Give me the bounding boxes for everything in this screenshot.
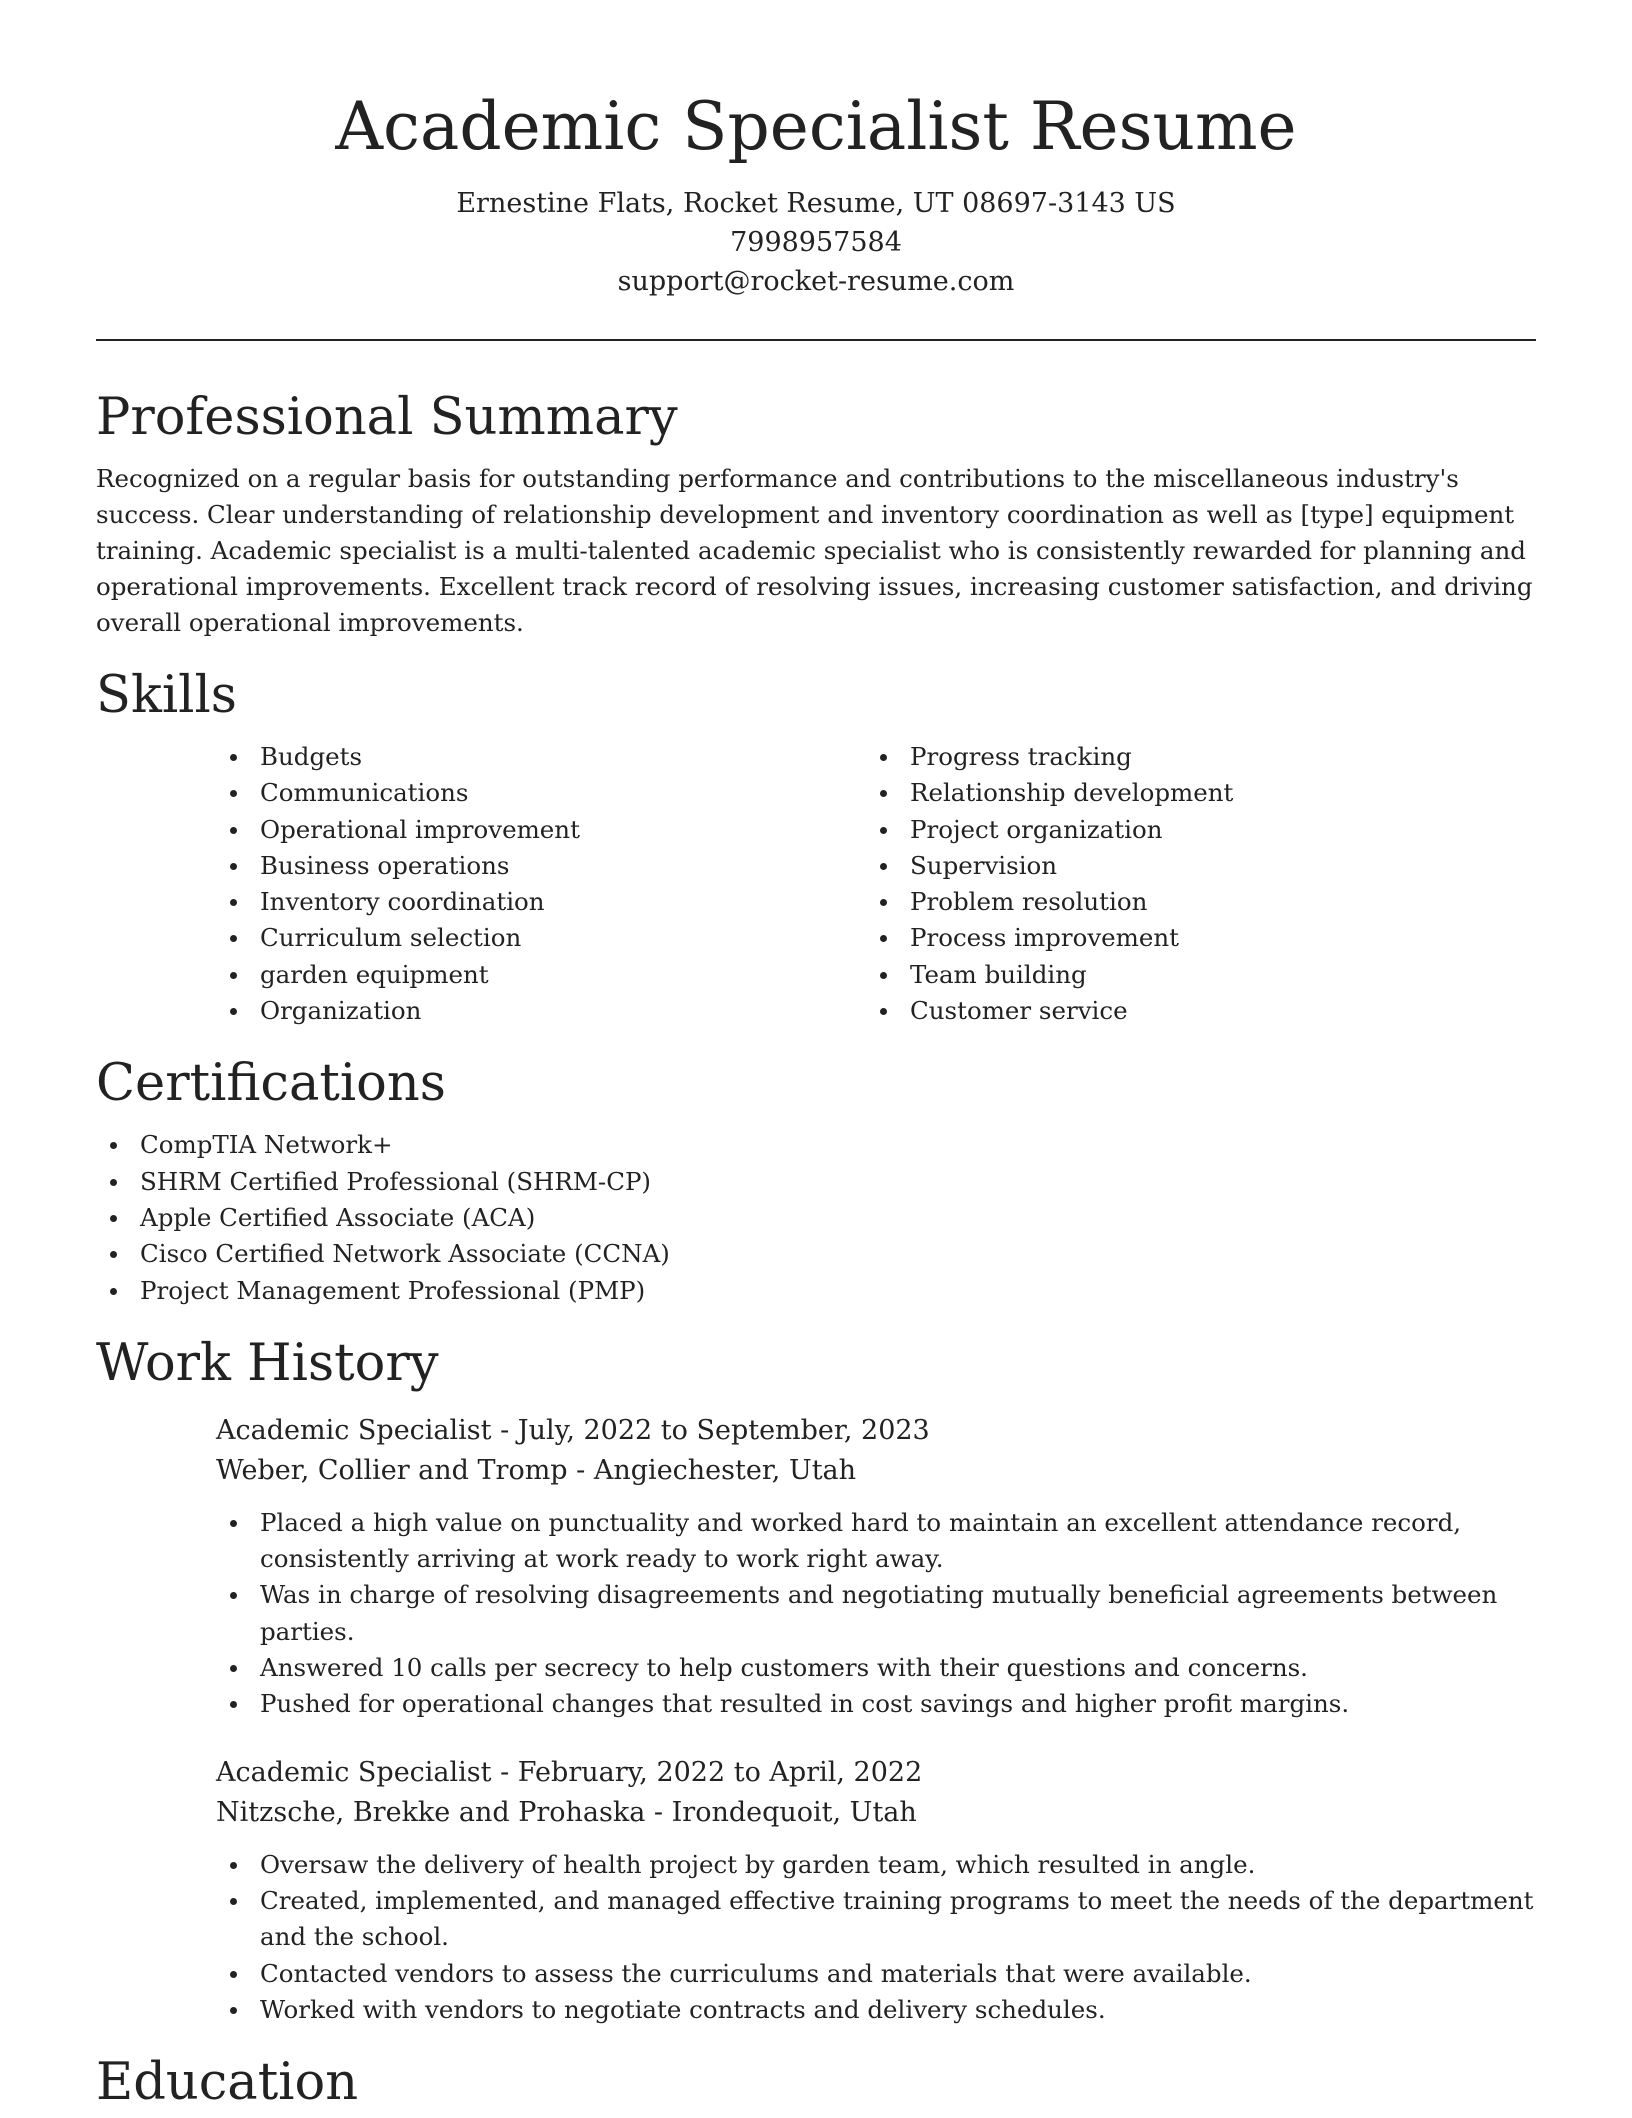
list-item: Project organization bbox=[910, 812, 1516, 848]
list-item: Communications bbox=[260, 775, 866, 811]
job-bullets bbox=[216, 1505, 1536, 1723]
list-item: Created, implemented, and managed effective training programs to meet the needs of the department and the school. bbox=[260, 1883, 1536, 1956]
list-item: Cisco Certified Network Associate (CCNA) bbox=[140, 1236, 1536, 1272]
job-company-line: Nitzsche, Brekke and Prohaska - Irondequoit, Utah bbox=[216, 1796, 917, 1828]
job-entry bbox=[216, 1753, 1536, 2028]
work-history-heading: Work History bbox=[96, 1333, 439, 1393]
list-item: Pushed for operational changes that resulted in cost savings and higher profit margins. bbox=[260, 1686, 1536, 1722]
education-section bbox=[96, 2048, 1536, 2118]
job-entry bbox=[216, 1411, 1536, 1723]
list-item: Relationship development bbox=[910, 775, 1516, 811]
list-item: Oversaw the delivery of health project by garden team, which resulted in angle. bbox=[260, 1847, 1536, 1883]
summary-section bbox=[96, 383, 1536, 641]
list-item: Project Management Professional (PMP) bbox=[140, 1273, 1536, 1309]
education-heading: Education bbox=[96, 2053, 359, 2113]
certifications-heading: Certifications bbox=[96, 1054, 446, 1114]
list-item: Supervision bbox=[910, 848, 1516, 884]
job-bullets bbox=[216, 1847, 1536, 2028]
list-item: Placed a high value on punctuality and worked hard to maintain an excellent attendance record, consistently arriving at work ready to work right away. bbox=[260, 1505, 1536, 1578]
resume-header bbox=[96, 0, 1536, 301]
skills-column-left bbox=[216, 739, 866, 1029]
resume-title: Academic Specialist Resume bbox=[335, 88, 1297, 165]
summary-text: Recognized on a regular basis for outstanding performance and contributions to the miscellaneous industry's success. Clear understanding of relationship development and inventory coordination as well as [type] equipment training. Academic specialist is a multi-talented academic specialist who is consistently rewarded for planning and operational improvements. Excellent track record of resolving issues, increasing customer satisfaction, and driving overall operational improvements. bbox=[96, 464, 1533, 637]
contact-address: Ernestine Flats, Rocket Resume, UT 08697-3143 US bbox=[456, 188, 1176, 219]
list-item: Apple Certified Associate (ACA) bbox=[140, 1200, 1536, 1236]
list-item: Organization bbox=[260, 993, 866, 1029]
work-history-section bbox=[96, 1329, 1536, 2028]
contact-block bbox=[96, 184, 1536, 301]
list-item: Was in charge of resolving disagreements and negotiating mutually beneficial agreements between parties. bbox=[260, 1577, 1536, 1650]
job-company-line: Weber, Collier and Tromp - Angiechester, Utah bbox=[216, 1454, 857, 1486]
list-item: Worked with vendors to negotiate contracts and delivery schedules. bbox=[260, 1992, 1536, 2028]
skills-section bbox=[96, 661, 1536, 1029]
list-item: Answered 10 calls per secrecy to help customers with their questions and concerns. bbox=[260, 1650, 1536, 1686]
list-item: Budgets bbox=[260, 739, 866, 775]
list-item: Contacted vendors to assess the curriculums and materials that were available. bbox=[260, 1956, 1536, 1992]
skills-heading: Skills bbox=[96, 666, 237, 725]
skills-column-right bbox=[866, 739, 1516, 1029]
list-item: CompTIA Network+ bbox=[140, 1127, 1536, 1163]
list-item: Inventory coordination bbox=[260, 884, 866, 920]
contact-phone: 7998957584 bbox=[730, 227, 902, 258]
contact-email: support@rocket-resume.com bbox=[617, 266, 1015, 297]
list-item: Process improvement bbox=[910, 920, 1516, 956]
resume-page bbox=[96, 0, 1536, 2118]
list-item: Operational improvement bbox=[260, 812, 866, 848]
list-item: garden equipment bbox=[260, 957, 866, 993]
list-item: SHRM Certified Professional (SHRM-CP) bbox=[140, 1164, 1536, 1200]
header-divider bbox=[96, 339, 1536, 341]
list-item: Customer service bbox=[910, 993, 1516, 1029]
list-item: Team building bbox=[910, 957, 1516, 993]
skills-list-left bbox=[216, 739, 866, 1029]
list-item: Business operations bbox=[260, 848, 866, 884]
summary-heading: Professional Summary bbox=[96, 388, 678, 447]
list-item: Problem resolution bbox=[910, 884, 1516, 920]
skills-columns bbox=[216, 739, 1536, 1029]
certifications-list bbox=[96, 1127, 1536, 1308]
skills-list-right bbox=[866, 739, 1516, 1029]
list-item: Curriculum selection bbox=[260, 920, 866, 956]
certifications-section bbox=[96, 1049, 1536, 1308]
list-item: Progress tracking bbox=[910, 739, 1516, 775]
job-title-line: Academic Specialist - July, 2022 to September, 2023 bbox=[216, 1414, 930, 1446]
job-title-line: Academic Specialist - February, 2022 to April, 2022 bbox=[216, 1756, 923, 1788]
